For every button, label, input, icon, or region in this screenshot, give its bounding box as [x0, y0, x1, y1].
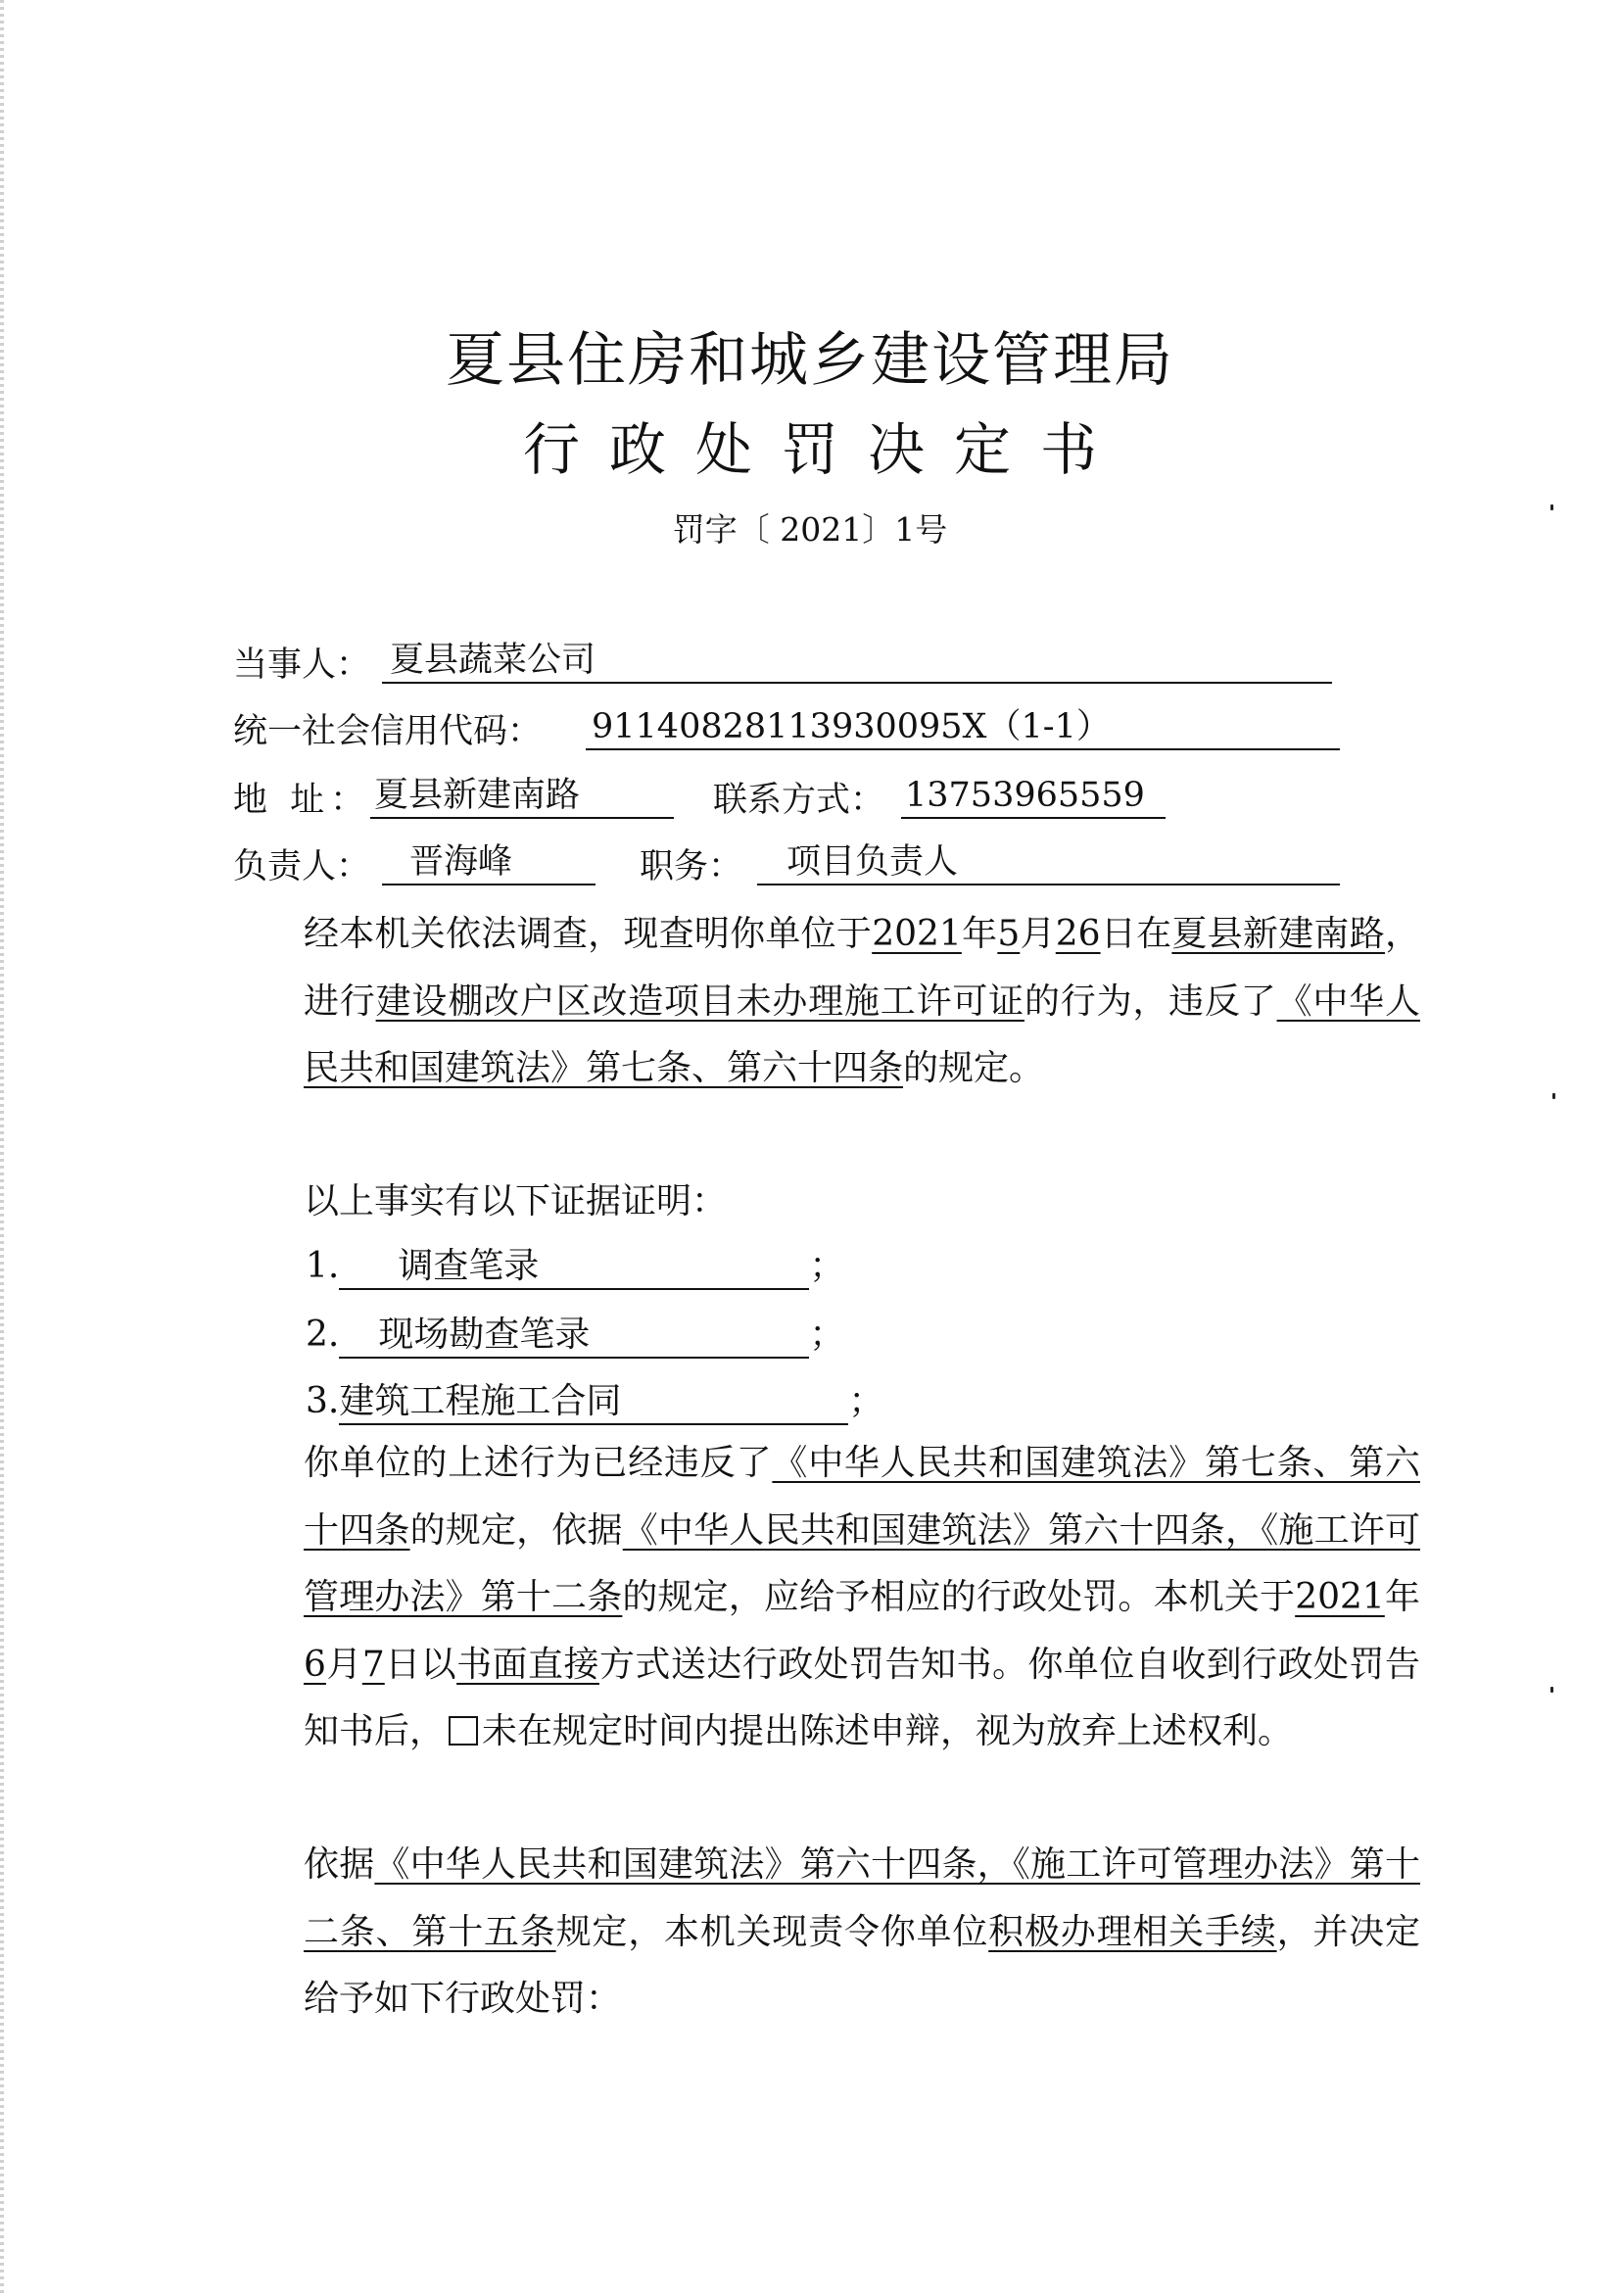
scan-speck [1552, 1093, 1555, 1099]
scan-speck [1550, 1687, 1553, 1693]
document-type-title: 行政处罚决定书 [522, 416, 1126, 483]
violation-text-month: 月 [325, 1644, 362, 1685]
violation-text-day: 日以 [384, 1644, 457, 1685]
document-number: 罚字〔 2021〕1号 [672, 510, 948, 549]
findings-text-year: 年 [961, 914, 998, 954]
evidence-intro: 以上事实有以下证据证明： [304, 1181, 728, 1221]
job-title-field [757, 840, 1340, 885]
job-title-label: 职务： [640, 847, 743, 886]
evidence-number: 3. [306, 1381, 340, 1421]
findings-year: 2021 [872, 914, 962, 954]
agency-title: 夏县住房和城乡建设管理局 [446, 326, 1174, 395]
findings-act: 建设棚改户区改造项目未办理施工许可证 [375, 981, 1024, 1022]
violation-text-year: 年 [1384, 1577, 1420, 1617]
address-row [233, 776, 1340, 825]
evidence-end: ； [848, 1381, 884, 1421]
credit-code-field [586, 705, 1340, 750]
findings-text-day: 日在 [1100, 914, 1172, 954]
violation-text-5: 未在规定时间内提出陈述申辩，视为放弃上述权利。 [482, 1711, 1294, 1751]
decision-law: 《中华人民共和国建筑法》第六十四条，《施工许可管理办法》第十二条、第十五条 [304, 1844, 1420, 1952]
violation-paragraph [225, 1430, 1420, 1766]
party-name-value: 夏县蔬菜公司 [390, 641, 596, 680]
responsible-person-row [233, 842, 1340, 891]
contact-field [901, 774, 1166, 819]
evidence-value: 调查笔录 [398, 1246, 540, 1286]
evidence-number: 1. [306, 1246, 340, 1286]
findings-text-1: 经本机关依法调查，现查明你单位于 [304, 914, 873, 954]
notice-day: 7 [361, 1644, 385, 1685]
person-label: 负责人： [233, 847, 371, 886]
credit-code-row [233, 707, 1340, 756]
contact-label: 联系方式： [713, 781, 885, 820]
findings-text-month: 月 [1020, 914, 1056, 954]
job-title-value: 项目负责人 [786, 842, 959, 882]
violation-text-2: 的规定，依据 [409, 1509, 623, 1551]
address-label: 地 址： [233, 781, 371, 820]
findings-text-3: 的行为，违反了 [1024, 981, 1277, 1022]
credit-code-value: 91140828113930095X（1-1） [592, 707, 1111, 746]
findings-law: 《中华人民共和国建筑法》第七条、第六十四条 [304, 981, 1420, 1088]
contact-value: 13753965559 [905, 776, 1145, 815]
notice-method: 书面直接 [456, 1644, 599, 1685]
decision-paragraph [225, 1832, 1420, 2033]
findings-month: 5 [997, 914, 1021, 954]
evidence-item [306, 1242, 844, 1291]
violation-law-1: 《中华人民共和国建筑法》第七条、第六十四条 [304, 1443, 1420, 1551]
decision-text-1: 依据 [304, 1844, 375, 1885]
party-name-label: 当事人： [233, 646, 371, 685]
evidence-value: 现场勘查笔录 [378, 1315, 591, 1355]
credit-code-label: 统一社会信用代码： [233, 712, 543, 751]
violation-text-1: 你单位的上述行为已经违反了 [304, 1443, 773, 1483]
evidence-end: ； [809, 1315, 845, 1355]
findings-text-2: ，进行 [304, 914, 1420, 1022]
findings-day: 26 [1055, 914, 1101, 954]
evidence-item [306, 1311, 844, 1360]
notice-month: 6 [304, 1644, 326, 1685]
checkbox-icon [449, 1716, 478, 1746]
findings-place: 夏县新建南路 [1171, 914, 1385, 954]
decision-order: 积极办理相关手续 [988, 1911, 1277, 1952]
person-field [382, 840, 596, 885]
person-value: 晋海峰 [409, 842, 513, 882]
evidence-item [306, 1377, 883, 1426]
findings-text-4: 的规定。 [903, 1048, 1045, 1088]
notice-year: 2021 [1295, 1577, 1385, 1617]
evidence-text [339, 1314, 809, 1359]
decision-text-2: 规定，本机关现责令你单位 [555, 1911, 989, 1952]
address-value: 夏县新建南路 [374, 776, 581, 815]
violation-law-2: 《中华人民共和国建筑法》第六十四条，《施工许可管理办法》第十二条 [304, 1509, 1420, 1617]
findings-paragraph [225, 901, 1420, 1103]
address-field [370, 774, 674, 819]
violation-text-3: 的规定，应给予相应的行政处罚。本机关于 [622, 1577, 1296, 1617]
decision-text-3: ，并决定给予如下行政处罚： [304, 1911, 1420, 2019]
violation-text-4: 方式送达行政处罚告知书。你单位自收到行政处罚告知书后， [304, 1644, 1420, 1751]
evidence-text [339, 1245, 809, 1290]
evidence-text [339, 1380, 848, 1425]
party-name-field [382, 639, 1332, 684]
evidence-end: ； [809, 1246, 845, 1286]
party-name-row [233, 641, 1340, 690]
evidence-number: 2. [306, 1315, 340, 1355]
evidence-value: 建筑工程施工合同 [339, 1381, 622, 1421]
